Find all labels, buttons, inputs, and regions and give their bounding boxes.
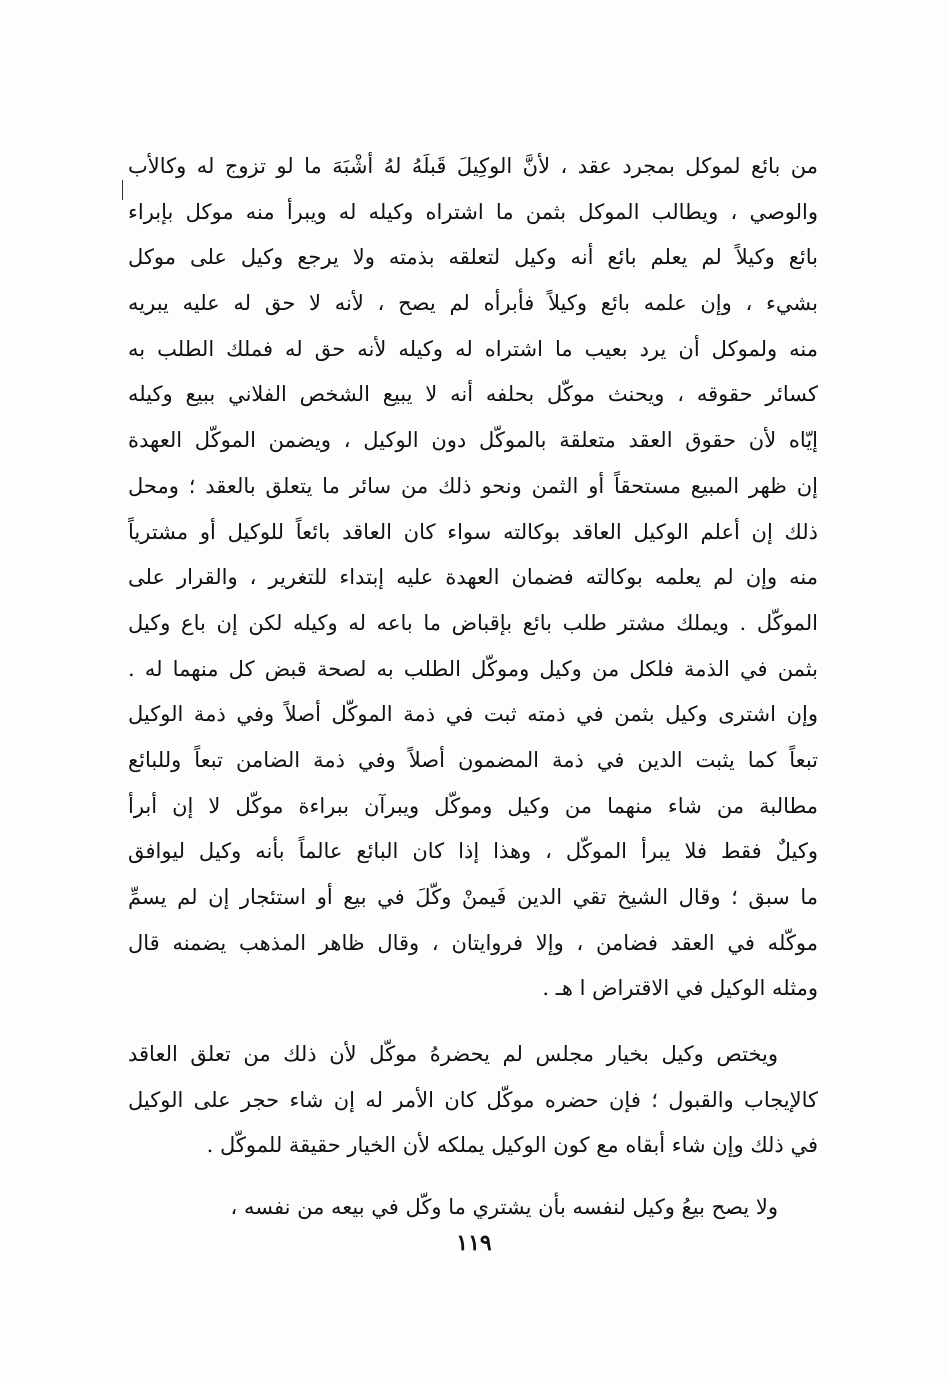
page-number: ١١٩: [456, 1230, 492, 1256]
text-line: بائع وكيلاً لم يعلم بائع أنه وكيل لتعلقه بذمته ولا يرجع وكيل على موكل: [128, 245, 818, 270]
text-line: وكيلٌ فقط فلا يبرأ الموكّل ، وهذا إذا كان البائع عالماً بأنه وكيل ليوافق: [128, 839, 818, 864]
paragraph-2: [128, 1032, 818, 1169]
text-line: بشيء ، وإن علمه بائع وكيلاً فأبرأه لم يصح ، لأنه لا حق له عليه يبريه: [128, 291, 818, 316]
text-line: تبعاً كما يثبت الدين في ذمة المضمون أصلاً وفي ذمة الضامن تبعاً وللبائع: [128, 747, 818, 772]
paragraph-3: [128, 1185, 818, 1231]
text-line: مطالبة من شاء منهما من وكيل وموكّل ويبرآن ببراءة موكّل لا إن أبرأ: [128, 793, 818, 818]
text-line: ولا يصح بيعُ وكيل لنفسه بأن يشتري ما وكّل في بيعه من نفسه ،: [230, 1195, 778, 1219]
text-line: كالإيجاب والقبول ؛ فإن حضره موكّل كان الأمر له إن شاء حجر على الوكيل: [128, 1087, 818, 1112]
text-line: ما سبق ؛ وقال الشيخ تقي الدين فَيمنْ وكّلَ في بيع أو استئجار إن لم يسمِّ: [128, 885, 818, 909]
text-line: الموكّل . ويملك مشتر طلب بائع بإقباض ما باعه له وكيله لكن إن باع وكيل: [128, 610, 818, 635]
text-line: بثمن في الذمة فلكل من وكيل وموكّل الطلب به لصحة قبض كل منهما له .: [128, 656, 818, 681]
text-line: منه وإن لم يعلمه بوكالته فضمان العهدة عليه إبتداء للتغرير ، والقرار على: [128, 565, 818, 590]
text-line: كسائر حقوقه ، ويحنث موكّل بحلفه أنه لا يبيع الشخص الفلاني ببيع وكيله: [128, 382, 818, 407]
text-line: والوصي ، ويطالب الموكل بثمن ما اشتراه وكيله له ويبرأ منه موكل بإبراء: [128, 199, 818, 224]
text-line: إيّاه لأن حقوق العقد متعلقة بالموكّل دون الوكيل ، ويضمن الموكّل العهدة: [128, 428, 818, 453]
text-line: منه ولموكل أن يرد بعيب ما اشتراه له وكيله لأنه حق له فملك الطلب به: [128, 336, 818, 361]
text-line: ذلك إن أعلم الوكيل العاقد بوكالته سواء كان العاقد بائعاً للوكيل أو مشترياً: [128, 519, 818, 544]
margin-mark: [122, 180, 123, 200]
paragraph-1: [128, 144, 818, 1012]
text-line: ومثله الوكيل في الاقتراض ا هـ .: [542, 976, 818, 1001]
text-line: إن ظهر المبيع مستحقاً أو الثمن ونحو ذلك من سائر ما يتعلق بالعقد ؛ ومحل: [128, 473, 818, 498]
text-line: موكّله في العقد فضامن ، وإلا فروايتان ، وقال ظاهر المذهب يضمنه قال: [128, 930, 818, 955]
text-line: وإن اشترى وكيل بثمن في ذمته ثبت في ذمة الموكّل أصلاً وفي ذمة الوكيل: [128, 702, 818, 727]
text-line: من بائع لموكل بمجرد عقد ، لأنَّ الوكِيلَ قَبلَهُ لهُ أشْبَهَ ما لو تزوج له وكالأب: [128, 154, 818, 178]
text-line: ويختص وكيل بخيار مجلس لم يحضرهُ موكّل لأن ذلك من تعلق العاقد: [128, 1042, 778, 1066]
text-line: في ذلك وإن شاء أبقاه مع كون الوكيل يملكه لأن الخيار حقيقة للموكّل .: [206, 1133, 818, 1158]
